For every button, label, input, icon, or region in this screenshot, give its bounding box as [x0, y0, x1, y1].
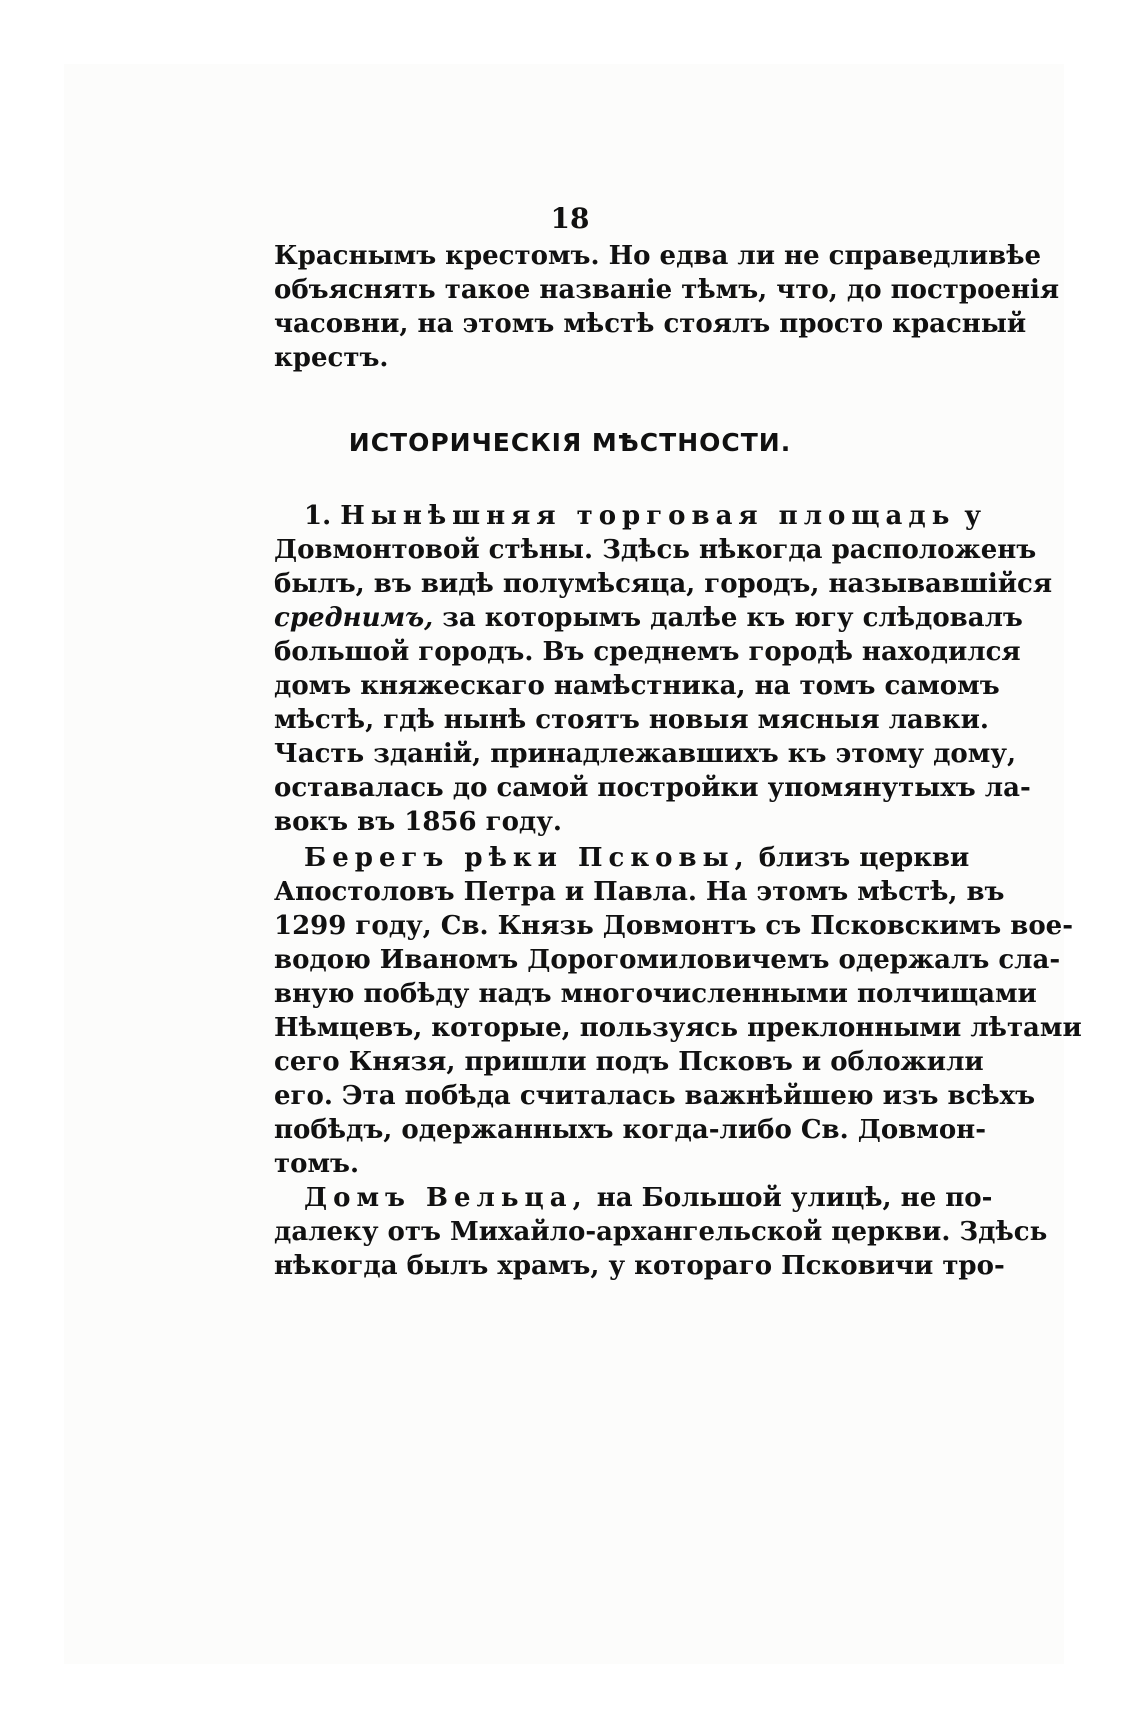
intro-line: объяснять такое названіе тѣмъ, что, до построенія [274, 275, 1060, 305]
section-heading: ИСТОРИЧЕСКІЯ МѢСТНОСТИ. [348, 428, 792, 457]
page-number: 18 [550, 202, 590, 235]
entry-3-title-rest: на Большой улицѣ, не по- [596, 1183, 993, 1213]
entry-2-line: Нѣмцевъ, которые, пользуясь преклонными лѣтами [274, 1013, 1082, 1043]
entry-2-line: его. Эта побѣда считалась важнѣйшею изъ всѣхъ [274, 1081, 1036, 1111]
entry-3-line: далеку отъ Михайло-архангельской церкви. Здѣсь [274, 1217, 1048, 1247]
entry-2-title-line [304, 840, 970, 876]
intro-line: крестъ. [274, 343, 389, 373]
entry-2-line: вную побѣду надъ многочисленными полчищами [274, 979, 1037, 1009]
entry-1-line-rest: за которымъ далѣе къ югу слѣдовалъ [442, 603, 1023, 633]
entry-1-italic-term: среднимъ, [274, 603, 434, 633]
entry-3-line: нѣкогда былъ храмъ, у котораго Псковичи тро- [274, 1251, 1005, 1281]
intro-line: Краснымъ крестомъ. Но едва ли не справедливѣе [274, 241, 1042, 271]
entry-1-line: большой городъ. Въ среднемъ городѣ находился [274, 637, 1021, 667]
entry-2-line: сего Князя, пришли подъ Псковъ и обложили [274, 1047, 984, 1077]
entry-1-line: оставалась до самой постройки упомянутыхъ ла- [274, 773, 1031, 803]
entry-1-line [274, 600, 1023, 636]
entry-1-number: 1. [304, 501, 332, 531]
entry-3-title-line [304, 1180, 993, 1216]
intro-line: часовни, на этомъ мѣстѣ стоялъ просто красный [274, 309, 1027, 339]
entry-2-line: Апостоловъ Петра и Павла. На этомъ мѣстѣ, въ [274, 877, 1005, 907]
entry-1-line: Довмонтовой стѣны. Здѣсь нѣкогда расположенъ [274, 535, 1037, 565]
entry-1-line: домъ княжескаго намѣстника, на томъ самомъ [274, 671, 1000, 701]
entry-2-line: томъ. [274, 1149, 360, 1179]
entry-2-line: водою Иваномъ Дорогомиловичемъ одержалъ сла- [274, 945, 1061, 975]
entry-2-title: Берегъ рѣки Псковы, [304, 843, 750, 873]
entry-3-title: Домъ Вельца, [304, 1183, 588, 1213]
entry-1-line: Часть зданій, принадлежавшихъ къ этому дому, [274, 739, 1017, 769]
entry-1-line: вокъ въ 1856 году. [274, 807, 562, 837]
entry-1-line: мѣстѣ, гдѣ нынѣ стоятъ новыя мясныя лавки. [274, 705, 989, 735]
entry-2-line: побѣдъ, одержанныхъ когда-либо Св. Довмон- [274, 1115, 986, 1145]
entry-2-line: 1299 году, Св. Князь Довмонтъ съ Псковскимъ вое- [274, 911, 1074, 941]
entry-1-title-line [304, 498, 982, 534]
entry-1-line: былъ, въ видѣ полумѣсяца, городъ, называвшійся [274, 569, 1053, 599]
entry-1-title: Нынѣшняя торговая площадь [340, 501, 956, 531]
entry-2-title-rest: близъ церкви [758, 843, 970, 873]
entry-1-title-tail: у [964, 501, 982, 531]
